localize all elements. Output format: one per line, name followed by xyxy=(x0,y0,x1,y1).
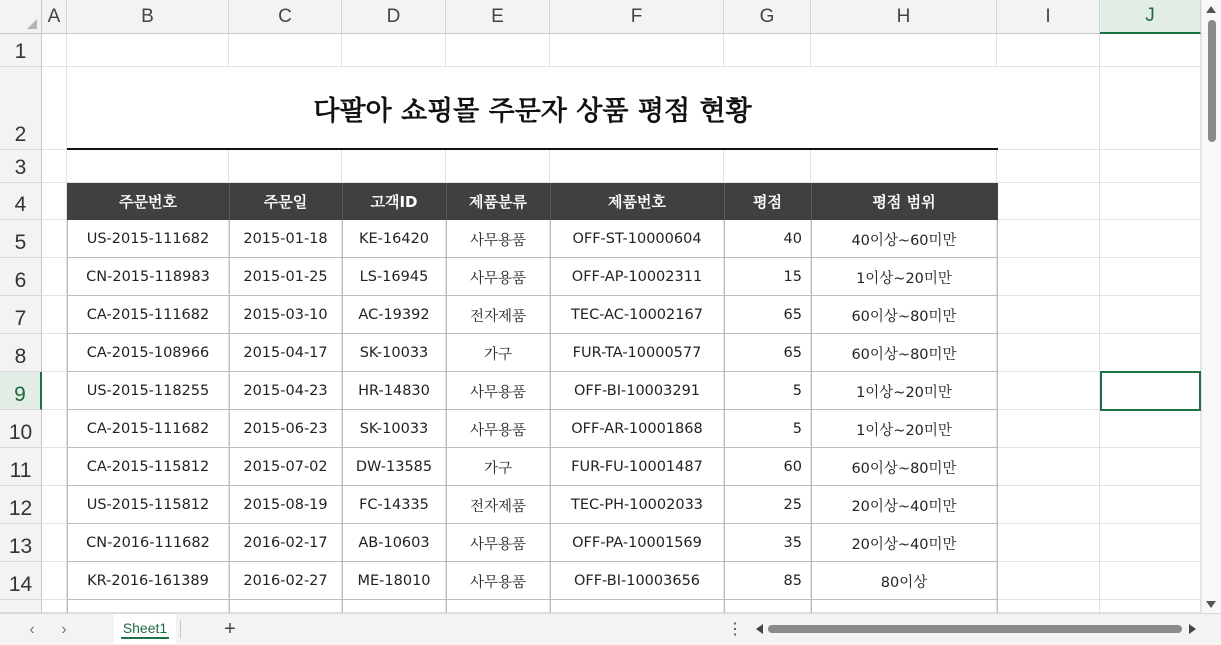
table-header-cell[interactable]: 평점 xyxy=(753,193,782,211)
table-cell[interactable]: 5 xyxy=(792,421,802,437)
column-header-d[interactable]: D xyxy=(342,0,446,34)
table-column-border xyxy=(342,220,343,613)
table-cell[interactable]: OFF-PA-10001569 xyxy=(572,535,702,551)
table-cell[interactable]: 사무용품 xyxy=(469,574,527,591)
table-cell[interactable]: 60이상~80미만 xyxy=(851,346,957,363)
row-header-2[interactable]: 2 xyxy=(0,67,42,150)
table-cell[interactable]: 1이상~20미만 xyxy=(856,384,952,401)
table-cell[interactable]: 40 xyxy=(783,231,802,247)
table-cell[interactable]: 사무용품 xyxy=(469,232,527,249)
row-header-1[interactable]: 1 xyxy=(0,34,42,67)
table-cell[interactable]: 전자제품 xyxy=(469,498,527,515)
horizontal-scroll-thumb[interactable] xyxy=(768,625,1182,633)
row-header-9[interactable]: 9 xyxy=(0,372,42,410)
table-column-border xyxy=(811,220,812,613)
table-cell[interactable]: US-2015-118255 xyxy=(86,383,210,399)
header-divider xyxy=(446,183,447,220)
table-column-border xyxy=(67,220,68,613)
table-header-cell[interactable]: 고객ID xyxy=(370,193,418,211)
table-cell[interactable]: FUR-TA-10000577 xyxy=(572,345,702,361)
table-cell[interactable]: 사무용품 xyxy=(469,384,527,401)
table-cell[interactable]: AC-19392 xyxy=(358,307,430,323)
table-row-border xyxy=(67,599,998,600)
table-cell[interactable]: 2016-02-17 xyxy=(243,535,328,551)
vertical-scroll-thumb[interactable] xyxy=(1208,20,1216,142)
table-cell[interactable]: FC-14335 xyxy=(359,497,429,513)
table-cell[interactable]: AB-10603 xyxy=(358,535,430,551)
report-title[interactable]: 다팔아 쇼핑몰 주문자 상품 평점 현황 xyxy=(67,67,998,149)
table-cell[interactable]: OFF-ST-10000604 xyxy=(572,231,702,247)
table-cell[interactable]: 15 xyxy=(783,269,802,285)
column-header-h[interactable]: H xyxy=(811,0,997,34)
column-header-j[interactable]: J xyxy=(1100,0,1201,34)
table-cell[interactable]: LS-16945 xyxy=(359,269,429,285)
table-cell[interactable]: 2015-01-18 xyxy=(243,231,328,247)
table-header-cell[interactable]: 주문번호 xyxy=(119,193,177,211)
table-cell[interactable]: KE-16420 xyxy=(358,231,430,247)
table-cell[interactable]: CA-2015-111682 xyxy=(86,421,210,437)
tab-divider xyxy=(180,620,181,638)
title-underline xyxy=(67,148,998,150)
table-column-border xyxy=(997,220,998,613)
table-cell[interactable]: 60 xyxy=(783,459,802,475)
table-cell[interactable]: 65 xyxy=(783,307,802,323)
row-header-7[interactable]: 7 xyxy=(0,296,42,334)
table-cell[interactable]: OFF-BI-10003656 xyxy=(573,573,701,589)
column-header-e[interactable]: E xyxy=(446,0,550,34)
table-column-border xyxy=(446,220,447,613)
table-cell[interactable]: SK-10033 xyxy=(359,421,429,437)
header-divider xyxy=(724,183,725,220)
header-divider xyxy=(811,183,812,220)
table-cell[interactable]: FUR-FU-10001487 xyxy=(571,459,703,475)
table-cell[interactable]: 2015-04-23 xyxy=(243,383,328,399)
table-cell[interactable]: 20이상~40미만 xyxy=(851,536,957,553)
header-divider xyxy=(342,183,343,220)
table-cell[interactable]: 2015-06-23 xyxy=(243,421,328,437)
table-cell[interactable]: CA-2015-108966 xyxy=(86,345,210,361)
row-header-8[interactable]: 8 xyxy=(0,334,42,372)
header-divider xyxy=(550,183,551,220)
row-header-14[interactable]: 14 xyxy=(0,562,42,600)
table-cell[interactable]: 80이상 xyxy=(880,574,928,591)
select-all-corner[interactable] xyxy=(0,0,42,34)
table-cell[interactable]: OFF-AP-10002311 xyxy=(571,269,703,285)
column-header-b[interactable]: B xyxy=(67,0,229,34)
table-cell[interactable]: US-2015-115812 xyxy=(86,497,210,513)
table-cell[interactable]: 35 xyxy=(783,535,802,551)
table-cell[interactable]: 1이상~20미만 xyxy=(856,270,952,287)
table-cell[interactable]: TEC-AC-10002167 xyxy=(571,307,703,323)
row-header-5[interactable]: 5 xyxy=(0,220,42,258)
row-header-4[interactable]: 4 xyxy=(0,183,42,220)
column-header-i[interactable]: I xyxy=(997,0,1100,34)
row-header-3[interactable]: 3 xyxy=(0,150,42,183)
table-cell[interactable]: 5 xyxy=(792,383,802,399)
table-cell[interactable]: 2015-04-17 xyxy=(243,345,328,361)
column-header-f[interactable]: F xyxy=(550,0,724,34)
table-cell[interactable]: ME-18010 xyxy=(357,573,431,589)
table-cell[interactable]: 25 xyxy=(783,497,802,513)
table-cell[interactable]: 사무용품 xyxy=(469,422,527,439)
table-header-cell[interactable]: 평점 범위 xyxy=(872,193,936,211)
table-header-cell[interactable]: 제품분류 xyxy=(469,193,527,211)
table-cell[interactable]: OFF-BI-10003291 xyxy=(573,383,701,399)
sheet-tab-sheet1[interactable] xyxy=(114,614,176,644)
table-cell[interactable]: 2015-07-02 xyxy=(243,459,328,475)
chevron-left-icon[interactable]: ‹ xyxy=(29,621,35,638)
table-cell[interactable]: 가구 xyxy=(483,460,512,477)
table-cell[interactable]: HR-14830 xyxy=(358,383,430,399)
table-cell[interactable]: CN-2016-111682 xyxy=(86,535,210,551)
row-header-6[interactable]: 6 xyxy=(0,258,42,296)
table-cell[interactable]: KR-2016-161389 xyxy=(87,573,209,589)
scroll-up-icon[interactable] xyxy=(1206,6,1216,13)
table-cell[interactable]: 20이상~40미만 xyxy=(851,498,957,515)
table-cell[interactable]: 2015-08-19 xyxy=(243,497,328,513)
table-cell[interactable]: 85 xyxy=(783,573,802,589)
row-header-12[interactable]: 12 xyxy=(0,486,42,524)
table-cell[interactable]: 60이상~80미만 xyxy=(851,460,957,477)
row-header-partial[interactable] xyxy=(0,600,42,613)
table-cell[interactable]: 2015-03-10 xyxy=(243,307,328,323)
table-cell[interactable]: 40이상~60미만 xyxy=(851,232,957,249)
column-header-c[interactable]: C xyxy=(229,0,342,34)
vertical-dots-icon[interactable]: ⋮ xyxy=(727,621,743,638)
gridline-vertical xyxy=(1099,34,1100,613)
table-cell[interactable]: 전자제품 xyxy=(469,308,527,325)
scroll-down-icon[interactable] xyxy=(1206,601,1216,608)
table-cell[interactable]: 가구 xyxy=(483,346,512,363)
row-header-13[interactable]: 13 xyxy=(0,524,42,562)
table-cell[interactable]: CA-2015-115812 xyxy=(86,459,210,475)
table-cell[interactable]: 사무용품 xyxy=(469,270,527,287)
table-cell[interactable]: 2016-02-27 xyxy=(243,573,328,589)
table-cell[interactable]: 사무용품 xyxy=(469,536,527,553)
table-column-border xyxy=(550,220,551,613)
table-header-cell[interactable]: 제품번호 xyxy=(608,193,666,211)
table-cell[interactable]: SK-10033 xyxy=(359,345,429,361)
scroll-left-icon[interactable] xyxy=(756,624,763,634)
vertical-scrollbar[interactable] xyxy=(1201,0,1221,613)
table-cell[interactable]: 65 xyxy=(783,345,802,361)
row-header-10[interactable]: 10 xyxy=(0,410,42,448)
table-cell[interactable]: 60이상~80미만 xyxy=(851,308,957,325)
plus-icon[interactable]: + xyxy=(224,617,236,640)
table-header-cell[interactable]: 주문일 xyxy=(263,193,308,211)
column-header-a[interactable]: A xyxy=(42,0,67,34)
table-cell[interactable]: TEC-PH-10002033 xyxy=(570,497,704,513)
table-cell[interactable]: 2015-01-25 xyxy=(243,269,328,285)
sheet-tab-bar xyxy=(0,613,1221,645)
scroll-right-icon[interactable] xyxy=(1189,624,1196,634)
column-header-g[interactable]: G xyxy=(724,0,811,34)
row-header-11[interactable]: 11 xyxy=(0,448,42,486)
table-cell[interactable]: DW-13585 xyxy=(355,459,433,475)
header-divider xyxy=(229,183,230,220)
table-column-border xyxy=(229,220,230,613)
active-cell-J9[interactable] xyxy=(1100,371,1201,411)
table-cell[interactable]: CA-2015-111682 xyxy=(86,307,210,323)
table-cell[interactable]: CN-2015-118983 xyxy=(86,269,210,285)
sheet-tab-label: Sheet1 xyxy=(121,620,169,639)
table-cell[interactable]: OFF-AR-10001868 xyxy=(571,421,703,437)
chevron-right-icon[interactable]: › xyxy=(61,621,67,638)
table-cell[interactable]: 1이상~20미만 xyxy=(856,422,952,439)
table-column-border xyxy=(724,220,725,613)
table-cell[interactable]: US-2015-111682 xyxy=(86,231,210,247)
